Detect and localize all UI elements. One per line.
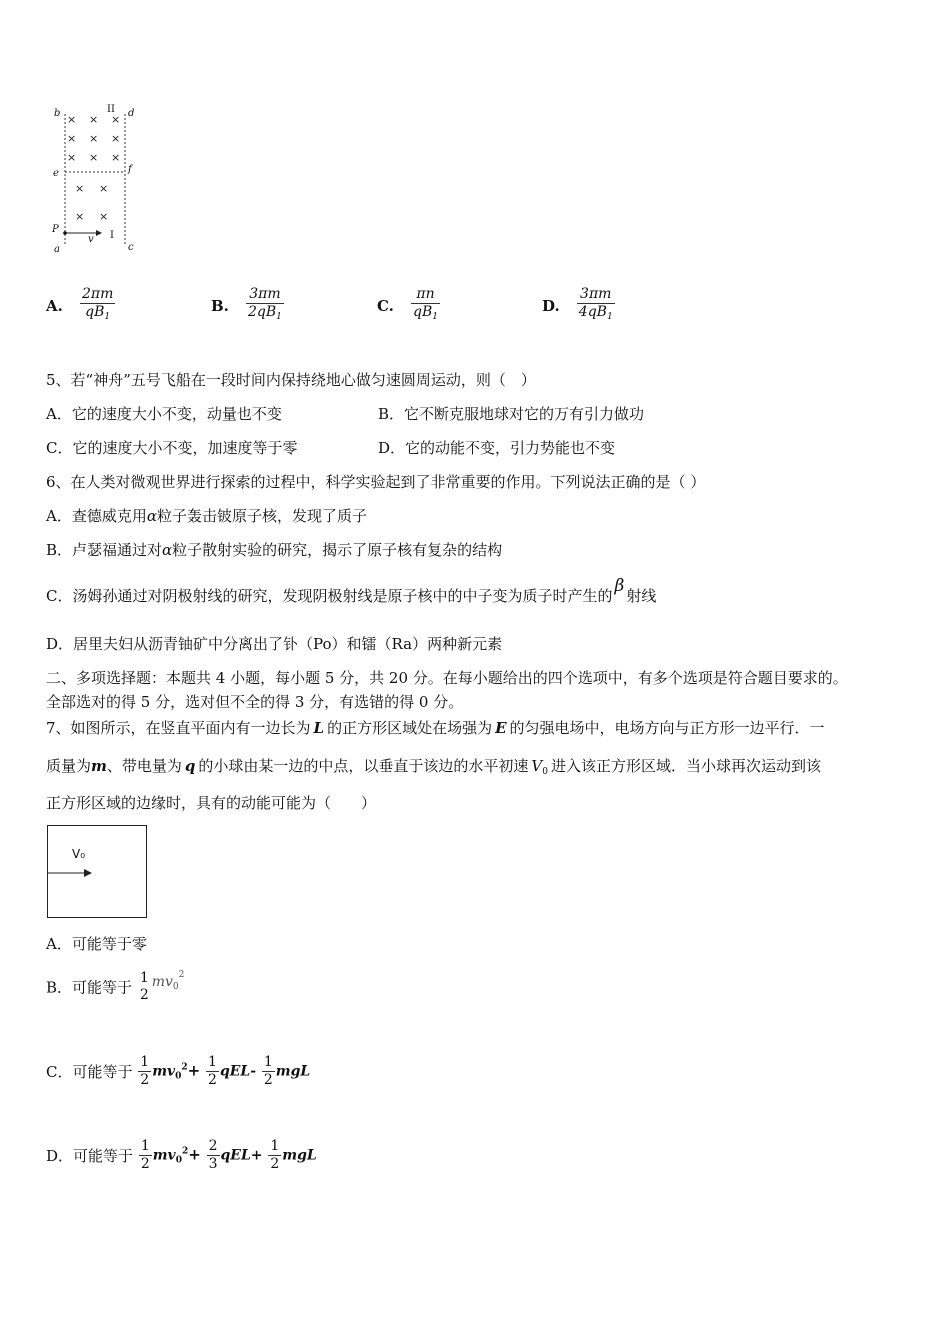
q7-stem-line1 <box>46 718 825 738</box>
term: mv <box>152 1147 176 1164</box>
q5-option-c[interactable]: C．它的速度大小不变，加速度等于零 <box>46 439 298 457</box>
option-label: A. <box>46 297 63 315</box>
subscript: 0 <box>542 767 548 777</box>
plus-sign: + <box>187 1061 201 1080</box>
option-text: D．可能等于 <box>46 1147 134 1165</box>
denominator: $qB_1$ <box>80 303 115 326</box>
stem-text: 7、如图所示，在竖直平面内有一边长为 <box>46 719 311 737</box>
square-field-figure <box>47 825 147 918</box>
field-cross: × <box>111 151 121 164</box>
term: qEL- <box>219 1063 257 1080</box>
numerator: 1 <box>140 1054 150 1070</box>
field-cross: × <box>111 113 121 126</box>
label-I: I <box>110 230 114 241</box>
q5-stem: 5、若“神舟”五号飞船在一段时间内保持绕地心做匀速圆周运动，则（ ） <box>46 371 536 389</box>
superscript: 2 <box>178 970 185 980</box>
label-c: c <box>128 242 134 253</box>
fraction <box>411 286 440 326</box>
q7-option-b[interactable] <box>46 970 184 1004</box>
fraction <box>206 1054 219 1089</box>
option-text: 粒子散射实验的研究，揭示了原子核有复杂的结构 <box>172 541 503 559</box>
q4-option-d[interactable] <box>542 286 616 326</box>
numerator: 2 <box>208 1138 218 1154</box>
numerator: 1 <box>270 1138 280 1154</box>
field-cross: × <box>67 113 77 126</box>
field-cross: × <box>89 132 99 145</box>
q7-option-a[interactable]: A．可能等于零 <box>46 935 147 953</box>
q4-option-a[interactable] <box>46 286 116 326</box>
denominator: 2 <box>140 1072 150 1088</box>
term: mv <box>152 1063 176 1080</box>
term: mgL <box>275 1063 311 1080</box>
option-text: 粒子轰击铍原子核，发现了质子 <box>156 507 367 525</box>
var-q: q <box>184 757 196 775</box>
numerator: 1 <box>263 1054 273 1070</box>
fraction <box>262 1054 275 1089</box>
alpha-symbol: α <box>162 541 173 559</box>
q7-stem-line2 <box>46 756 821 782</box>
option-text: C．汤姆孙通过对阴极射线的研究，发现阴极射线是原子核中的中子变为质子时产生的 <box>46 587 613 605</box>
q5-option-a[interactable]: A．它的速度大小不变，动量也不变 <box>46 405 282 423</box>
fraction <box>138 970 151 1004</box>
superscript: 2 <box>181 1062 188 1073</box>
field-cross: × <box>99 182 109 195</box>
label-e: e <box>53 168 59 179</box>
fraction <box>207 1138 220 1173</box>
field-cross: × <box>89 151 99 164</box>
q7-stem-line3: 正方形区域的边缘时，具有的动能可能为（ ） <box>46 794 377 812</box>
denominator: $qB_1$ <box>411 303 440 326</box>
option-text: C．可能等于 <box>46 1063 133 1081</box>
q6-option-d[interactable]: D．居里夫妇从沥青铀矿中分离出了钋（Po）和镭（Ra）两种新元素 <box>46 635 503 653</box>
field-cross: × <box>75 182 85 195</box>
plus-sign: + <box>188 1145 201 1164</box>
option-label: C. <box>377 297 394 315</box>
fraction <box>246 286 284 326</box>
denominator: 3 <box>208 1156 218 1172</box>
numerator: πn <box>416 286 435 302</box>
label-P: P <box>52 224 59 235</box>
superscript: 2 <box>181 1146 189 1157</box>
velocity-arrow <box>48 826 146 917</box>
stem-text: 的正方形区域处在场强为 <box>327 719 493 737</box>
section2-line1: 二、多项选择题：本题共 4 小题，每小题 5 分，共 20 分。在每小题给出的四个选项中，有多个选项是符合题目要求的。 <box>46 669 848 687</box>
field-cross: × <box>67 132 77 145</box>
option-text: B．可能等于 <box>46 978 133 997</box>
var-L: L <box>313 719 325 737</box>
subscript: 0 <box>172 982 179 992</box>
field-cross: × <box>67 151 77 164</box>
denominator: 2 <box>208 1072 217 1088</box>
q5-option-b[interactable]: B．它不断克服地球对它的万有引力做功 <box>378 405 645 423</box>
fraction <box>139 1138 152 1173</box>
stem-text: 、带电量为 <box>106 757 182 775</box>
q6-option-a[interactable] <box>46 506 367 526</box>
q4-option-b[interactable] <box>211 286 285 326</box>
expression: mv <box>151 974 173 990</box>
fraction <box>138 1054 151 1089</box>
q6-option-c[interactable] <box>46 576 657 606</box>
q6-option-b[interactable] <box>46 540 502 560</box>
option-label: B. <box>211 297 229 315</box>
stem-text: 进入该正方形区域．当小球再次运动到该 <box>551 757 822 775</box>
denominator: 2 <box>139 987 149 1003</box>
beta-symbol: β <box>614 576 625 596</box>
option-label: D. <box>542 297 560 315</box>
denominator: $4qB_1$ <box>577 303 615 326</box>
numerator: 3πm <box>580 286 612 302</box>
alpha-symbol: α <box>146 507 157 525</box>
magnetic-field-figure <box>48 100 148 260</box>
initial-velocity-label: V₀ <box>72 847 86 861</box>
q7-option-d[interactable] <box>46 1138 317 1173</box>
denominator: 2 <box>263 1072 273 1088</box>
label-v: v <box>88 234 94 245</box>
q4-option-c[interactable] <box>377 286 441 326</box>
var-V: V <box>531 757 543 775</box>
option-text: 射线 <box>626 587 657 605</box>
q5-option-d[interactable]: D．它的动能不变，引力势能也不变 <box>378 439 616 457</box>
var-E: E <box>495 719 507 737</box>
label-b: b <box>54 108 61 119</box>
term: mgL <box>282 1147 317 1164</box>
section2-line2: 全部选对的得 5 分，选对但不全的得 3 分，有选错的得 0 分。 <box>46 693 464 711</box>
field-cross: × <box>89 113 99 126</box>
option-text: A．查德威克用 <box>46 507 147 525</box>
label-II: II <box>107 104 115 115</box>
subscript: 0 <box>175 1155 182 1166</box>
numerator: 3πm <box>249 286 281 302</box>
stem-text: 的匀强电场中，电场方向与正方形一边平行．一 <box>509 719 825 737</box>
denominator: $2qB_1$ <box>246 303 284 326</box>
label-a: a <box>54 244 60 255</box>
numerator: 1 <box>208 1054 217 1070</box>
subscript: 0 <box>175 1071 182 1082</box>
var-m: m <box>91 757 107 775</box>
q7-option-c[interactable] <box>46 1054 310 1089</box>
denominator: 2 <box>140 1156 150 1172</box>
fraction <box>268 1138 281 1173</box>
term: qEL+ <box>220 1147 263 1164</box>
numerator: 2πm <box>81 286 114 302</box>
denominator: 2 <box>270 1156 280 1172</box>
label-f: f <box>128 164 132 175</box>
stem-text: 的小球由某一边的中点，以垂直于该边的水平初速 <box>198 757 529 775</box>
numerator: 1 <box>140 1138 150 1154</box>
fraction <box>80 286 115 326</box>
field-cross: × <box>111 132 121 145</box>
numerator: 1 <box>139 970 149 986</box>
stem-text: 质量为 <box>46 757 92 775</box>
option-text: B．卢瑟福通过对 <box>46 541 163 559</box>
q6-stem: 6、在人类对微观世界进行探索的过程中，科学实验起到了非常重要的作用。下列说法正确的是（ ） <box>46 473 706 491</box>
field-cross: × <box>75 210 85 223</box>
label-d: d <box>128 108 135 119</box>
field-cross: × <box>99 210 109 223</box>
fraction <box>577 286 615 326</box>
